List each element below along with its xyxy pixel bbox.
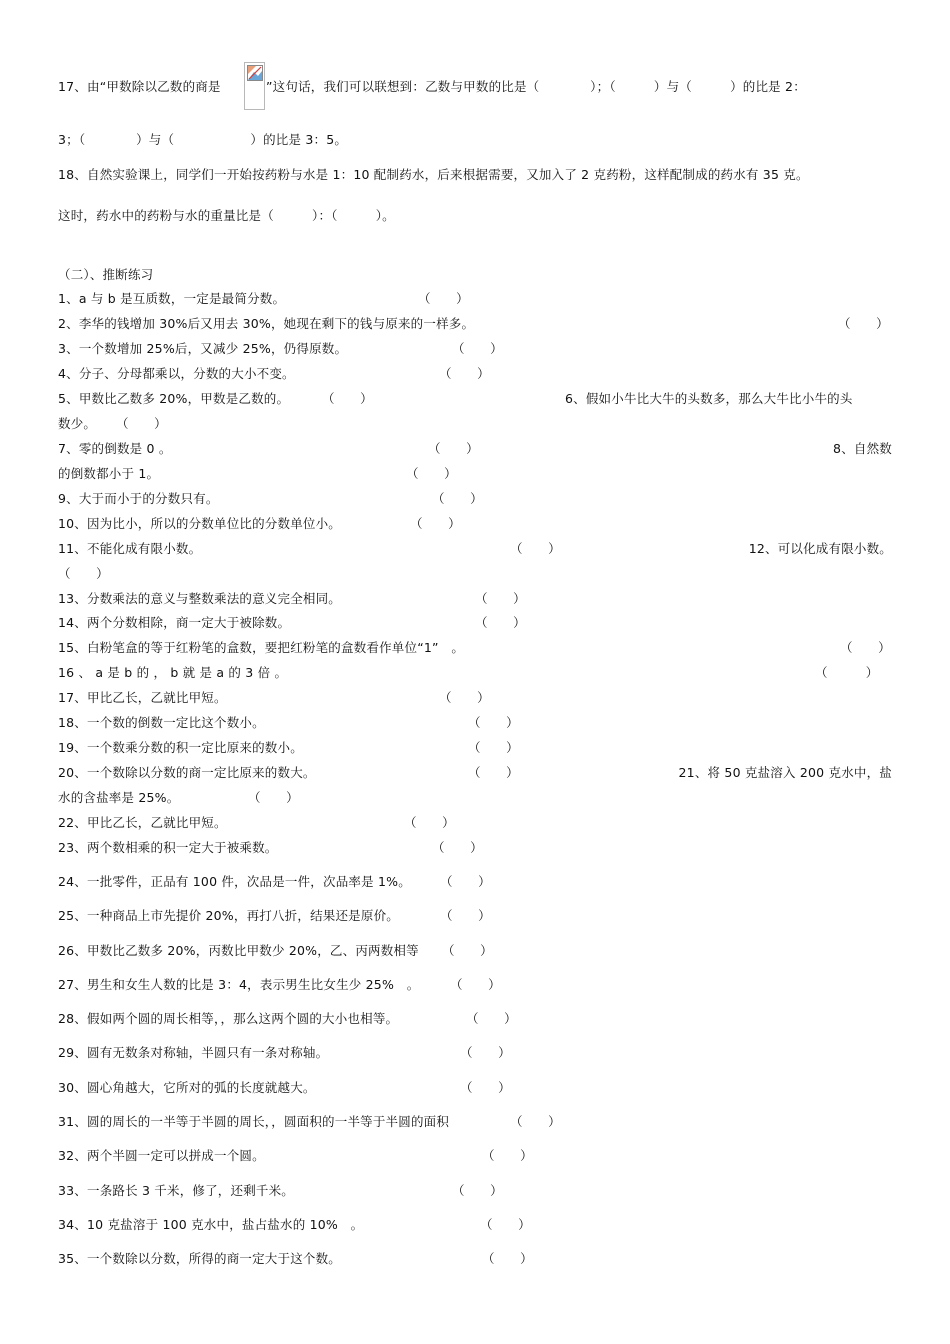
judge-item-6-cont: 数少。 — [58, 416, 97, 431]
answer-paren[interactable]: （ ） — [468, 740, 519, 755]
judge-item-33: 33、一条路长 3 千米，修了，还剩千米。 — [58, 1183, 295, 1198]
question-17-part-2: ”这句话，我们可以联想到：乙数与甲数的比是（ ）；（ ）与（ ）的比是 2： — [266, 79, 806, 94]
answer-paren[interactable]: （ ） — [440, 908, 491, 923]
judge-item-25: 25、一种商品上市先提价 20%，再打八折，结果还是原价。 — [58, 908, 399, 923]
judge-item-21: 21、将 50 克盐溶入 200 克水中，盐 — [678, 765, 892, 780]
judge-item-21-cont: 水的含盐率是 25%。 — [58, 790, 180, 805]
answer-paren[interactable]: （ ） — [482, 1251, 533, 1266]
answer-paren[interactable]: （ ） — [442, 943, 493, 958]
judge-item-28: 28、假如两个圆的周长相等，，那么这两个圆的大小也相等。 — [58, 1011, 399, 1026]
answer-paren[interactable]: （ ） — [460, 1080, 511, 1095]
answer-paren[interactable]: （ ） — [452, 1183, 503, 1198]
judge-item-34: 34、10 克盐溶于 100 克水中，盐占盐水的 10% 。 — [58, 1217, 364, 1232]
judge-item-20: 20、一个数除以分数的商一定比原来的数大。 — [58, 765, 316, 780]
answer-paren[interactable]: （ ） — [460, 1045, 511, 1060]
judge-item-4: 4、分子、分母都乘以，分数的大小不变。 — [58, 366, 295, 381]
judge-item-9: 9、大于而小于的分数只有。 — [58, 491, 219, 506]
answer-paren[interactable]: （ ） — [815, 665, 879, 680]
answer-paren[interactable]: （ ） — [482, 1148, 533, 1163]
answer-paren[interactable]: （ ） — [466, 1011, 517, 1026]
answer-paren[interactable]: （ ） — [838, 316, 889, 331]
judge-item-13: 13、分数乘法的意义与整数乘法的意义完全相同。 — [58, 591, 342, 606]
question-17-part-3: 3；（ ）与（ ）的比是 3：5。 — [58, 132, 348, 147]
judge-item-15: 15、白粉笔盒的等于红粉笔的盒数，要把红粉笔的盒数看作单位“1” 。 — [58, 640, 465, 655]
answer-paren[interactable]: （ ） — [428, 441, 479, 456]
answer-paren[interactable]: （ ） — [322, 391, 373, 406]
broken-image-icon — [247, 65, 263, 81]
answer-paren[interactable]: （ ） — [450, 977, 501, 992]
judge-item-26: 26、甲数比乙数多 20%，丙数比甲数少 20%，乙、丙两数相等 — [58, 943, 419, 958]
judge-item-8: 8、自然数 — [833, 441, 892, 456]
judge-item-5: 5、甲数比乙数多 20%，甲数是乙数的。 — [58, 391, 290, 406]
judge-item-19: 19、一个数乘分数的积一定比原来的数小。 — [58, 740, 303, 755]
answer-paren[interactable]: （ ） — [58, 566, 109, 581]
question-18-part-2: 这时，药水中的药粉与水的重量比是（ ）：（ ）。 — [58, 208, 395, 223]
judge-item-10: 10、因为比小，所以的分数单位比的分数单位小。 — [58, 516, 342, 531]
answer-paren[interactable]: （ ） — [480, 1217, 531, 1232]
answer-paren[interactable]: （ ） — [418, 291, 469, 306]
answer-paren[interactable]: （ ） — [439, 366, 490, 381]
answer-paren[interactable]: （ ） — [510, 1114, 561, 1129]
section-2-title: （二）、推断练习 — [58, 267, 154, 282]
judge-item-23: 23、两个数相乘的积一定大于被乘数。 — [58, 840, 278, 855]
answer-paren[interactable]: （ ） — [475, 591, 526, 606]
judge-item-8-cont: 的倒数都小于 1。 — [58, 466, 160, 481]
answer-paren[interactable]: （ ） — [248, 790, 299, 805]
judge-item-16: 16 、 a 是 b 的 ， b 就 是 a 的 3 倍 。 — [58, 665, 288, 680]
judge-item-31: 31、圆的周长的一半等于半圆的周长，，圆面积的一半等于半圆的面积 — [58, 1114, 450, 1129]
answer-paren[interactable]: （ ） — [510, 541, 561, 556]
answer-paren[interactable]: （ ） — [406, 466, 457, 481]
judge-item-22: 22、甲比乙长，乙就比甲短。 — [58, 815, 227, 830]
broken-image-placeholder — [244, 62, 265, 110]
question-18-part-1: 18、自然实验课上，同学们一开始按药粉与水是 1：10 配制药水，后来根据需要，又加入了 2 克药粉，这样配制成的药水有 35 克。 — [58, 167, 809, 182]
judge-item-29: 29、圆有无数条对称轴，半圆只有一条对称轴。 — [58, 1045, 329, 1060]
judge-item-3: 3、一个数增加 25%后，又减少 25%，仍得原数。 — [58, 341, 348, 356]
answer-paren[interactable]: （ ） — [116, 416, 167, 431]
answer-paren[interactable]: （ ） — [468, 715, 519, 730]
judge-item-27: 27、男生和女生人数的比是 3：4，表示男生比女生少 25% 。 — [58, 977, 420, 992]
answer-paren[interactable]: （ ） — [440, 874, 491, 889]
judge-item-11: 11、不能化成有限小数。 — [58, 541, 202, 556]
judge-item-14: 14、两个分数相除，商一定大于被除数。 — [58, 615, 291, 630]
judge-item-30: 30、圆心角越大，它所对的弧的长度就越大。 — [58, 1080, 316, 1095]
answer-paren[interactable]: （ ） — [452, 341, 503, 356]
judge-item-6: 6、假如小牛比大牛的头数多，那么大牛比小牛的头 — [565, 391, 853, 406]
answer-paren[interactable]: （ ） — [475, 615, 526, 630]
judge-item-24: 24、一批零件，正品有 100 件，次品是一件，次品率是 1%。 — [58, 874, 411, 889]
judge-item-1: 1、a 与 b 是互质数，一定是最简分数。 — [58, 291, 286, 306]
answer-paren[interactable]: （ ） — [410, 516, 461, 531]
judge-item-32: 32、两个半圆一定可以拼成一个圆。 — [58, 1148, 265, 1163]
answer-paren[interactable]: （ ） — [468, 765, 519, 780]
answer-paren[interactable]: （ ） — [404, 815, 455, 830]
answer-paren[interactable]: （ ） — [840, 640, 891, 655]
judge-item-35: 35、一个数除以分数，所得的商一定大于这个数。 — [58, 1251, 342, 1266]
judge-item-7: 7、零的倒数是 0 。 — [58, 441, 172, 456]
judge-item-2: 2、李华的钱增加 30%后又用去 30%，她现在剩下的钱与原来的一样多。 — [58, 316, 475, 331]
judge-item-17: 17、甲比乙长，乙就比甲短。 — [58, 690, 227, 705]
answer-paren[interactable]: （ ） — [432, 491, 483, 506]
judge-item-12: 12、可以化成有限小数。 — [748, 541, 892, 556]
question-17-part-1: 17、由“甲数除以乙数的商是 — [58, 79, 221, 94]
answer-paren[interactable]: （ ） — [432, 840, 483, 855]
answer-paren[interactable]: （ ） — [439, 690, 490, 705]
judge-item-18: 18、一个数的倒数一定比这个数小。 — [58, 715, 265, 730]
